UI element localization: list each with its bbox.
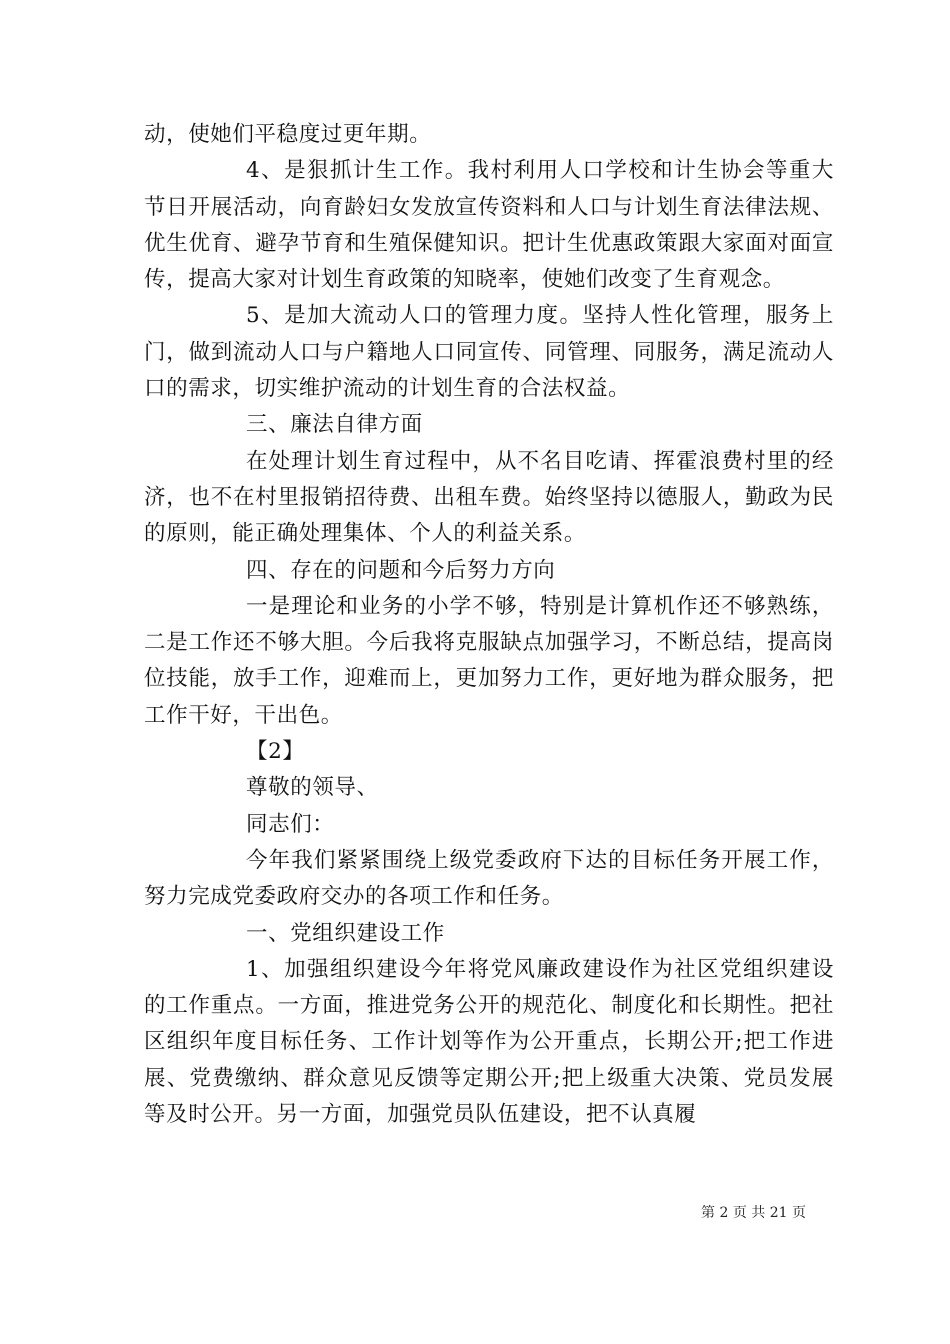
- document-body: [144, 117, 834, 1133]
- paragraph-intro: 今年我们紧紧围绕上级党委政府下达的目标任务开展工作，努力完成党委政府交办的各项工作和任务。: [144, 847, 834, 910]
- salutation-comrades: 同志们：: [246, 811, 335, 837]
- section-heading-1: 一、党组织建设工作: [246, 920, 445, 946]
- paragraph-item-5: 5、是加大流动人口的管理力度。坚持人性化管理，服务上门，做到流动人口与户籍地人口同宣传、同管理、同服务，满足流动人口的需求，切实维护流动的计划生育的合法权益。: [144, 303, 834, 402]
- paragraph-continuation: 动，使她们平稳度过更年期。: [144, 122, 432, 147]
- section-heading-4: 四、存在的问题和今后努力方向: [246, 557, 556, 583]
- page-number-footer: 第 2 页 共 21 页: [701, 1205, 806, 1221]
- paragraph-organization: 1、加强组织建设今年将党风廉政建设作为社区党组织建设的工作重点。一方面，推进党务公开的规范化、制度化和长期性。把社区组织年度目标任务、工作计划等作为公开重点，长期公开;把工作进展、党费缴纳、群众意见反馈等定期公开;把上级重大决策、党员发展等及时公开。另一方面，加强党员队伍建设，把不认真履: [144, 956, 834, 1128]
- paragraph-problems: 一是理论和业务的小学不够，特别是计算机作还不够熟练，二是工作还不够大胆。今后我将克服缺点加强学习，不断总结，提高岗位技能，放手工作，迎难而上，更加努力工作，更好地为群众服务，把工作干好，干出色。: [144, 593, 834, 728]
- section-heading-3: 三、廉法自律方面: [246, 412, 423, 438]
- section-marker-2: 【2】: [246, 739, 305, 765]
- salutation-leaders: 尊敬的领导、: [246, 775, 379, 801]
- paragraph-item-4: 4、是狠抓计生工作。我村利用人口学校和计生协会等重大节日开展活动，向育龄妇女发放宣传资料和人口与计划生育法律法规、优生优育、避孕节育和生殖保健知识。把计生优惠政策跟大家面对面宣传，提高大家对计划生育政策的知晓率，使她们改变了生育观念。: [144, 158, 834, 293]
- paragraph-self-discipline: 在处理计划生育过程中，从不名目吃请、挥霍浪费村里的经济，也不在村里报销招待费、出租车费。始终坚持以德服人，勤政为民的原则，能正确处理集体、个人的利益关系。: [144, 448, 834, 547]
